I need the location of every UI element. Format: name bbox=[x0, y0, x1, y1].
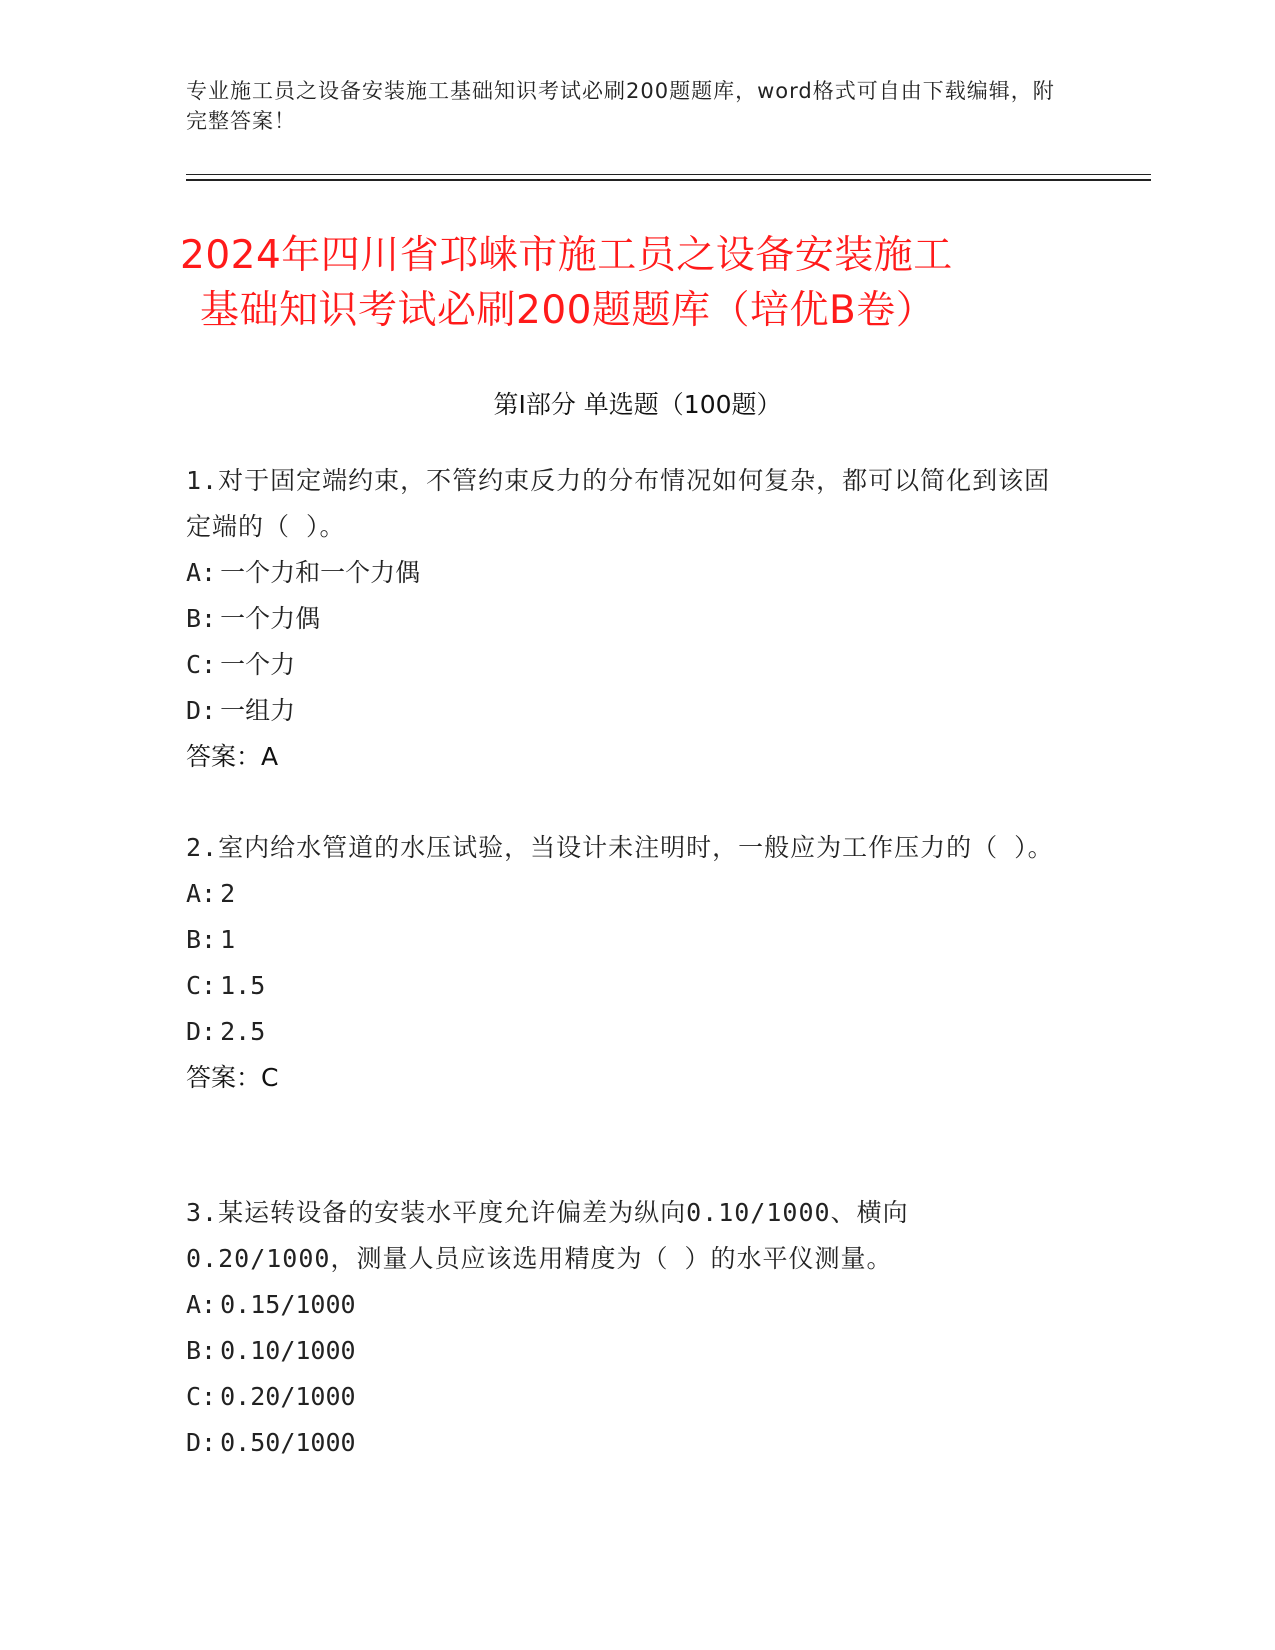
section-title: 第Ⅰ部分 单选题（100题） bbox=[493, 390, 782, 419]
option-text: 一组力 bbox=[220, 696, 296, 725]
option-letter: A: bbox=[186, 879, 217, 908]
question-1 bbox=[186, 458, 1066, 780]
option-letter: B: bbox=[186, 925, 217, 954]
document-title-line-2: 基础知识考试必刷200题题库（培优B卷） bbox=[200, 288, 936, 333]
question-stem: 3.某运转设备的安装水平度允许偏差为纵向0.10/1000、横向0.20/1000，测量人员应该选用精度为（ ）的水平仪测量。 bbox=[186, 1198, 909, 1273]
option-letter: D: bbox=[186, 1017, 217, 1046]
header-divider-thin bbox=[186, 174, 1151, 175]
question-stem: 2.室内给水管道的水压试验，当设计未注明时，一般应为工作压力的（ ）。 bbox=[186, 833, 1054, 862]
option-a bbox=[186, 1282, 1066, 1328]
option-c bbox=[186, 963, 1066, 1009]
option-letter: B: bbox=[186, 604, 217, 633]
option-text: 0.20/1000 bbox=[220, 1382, 356, 1411]
option-letter: A: bbox=[186, 558, 217, 587]
option-b bbox=[186, 596, 1066, 642]
option-c bbox=[186, 642, 1066, 688]
option-letter: D: bbox=[186, 696, 217, 725]
option-text: 0.15/1000 bbox=[220, 1290, 356, 1319]
option-text: 一个力偶 bbox=[220, 604, 321, 633]
option-text: 2.5 bbox=[220, 1017, 266, 1046]
option-letter: D: bbox=[186, 1428, 217, 1457]
option-b bbox=[186, 1328, 1066, 1374]
option-letter: C: bbox=[186, 650, 217, 679]
answer-text: 答案：A bbox=[186, 742, 279, 771]
option-letter: B: bbox=[186, 1336, 217, 1365]
option-text: 1 bbox=[220, 925, 236, 954]
option-text: 一个力 bbox=[220, 650, 296, 679]
option-c bbox=[186, 1374, 1066, 1420]
header-divider-thick bbox=[186, 179, 1151, 181]
document-title-line-1: 2024年四川省邛崃市施工员之设备安装施工 bbox=[180, 233, 953, 278]
option-letter: A: bbox=[186, 1290, 217, 1319]
option-d bbox=[186, 688, 1066, 734]
option-text: 1.5 bbox=[220, 971, 266, 1000]
question-stem: 1.对于固定端约束，不管约束反力的分布情况如何复杂，都可以简化到该固定端的（ ）。 bbox=[186, 466, 1051, 541]
option-d bbox=[186, 1420, 1066, 1466]
option-letter: C: bbox=[186, 1382, 217, 1411]
document-title bbox=[180, 228, 1100, 338]
header-note: 专业施工员之设备安装施工基础知识考试必刷200题题库，word格式可自由下载编辑，附完整答案！ bbox=[186, 79, 1055, 133]
option-text: 2 bbox=[220, 879, 236, 908]
answer-text: 答案：C bbox=[186, 1063, 279, 1092]
question-3 bbox=[186, 1190, 1066, 1466]
option-letter: C: bbox=[186, 971, 217, 1000]
option-text: 0.50/1000 bbox=[220, 1428, 356, 1457]
option-a bbox=[186, 871, 1066, 917]
option-d bbox=[186, 1009, 1066, 1055]
option-text: 一个力和一个力偶 bbox=[220, 558, 421, 587]
option-a bbox=[186, 550, 1066, 596]
question-2 bbox=[186, 825, 1066, 1101]
option-b bbox=[186, 917, 1066, 963]
option-text: 0.10/1000 bbox=[220, 1336, 356, 1365]
